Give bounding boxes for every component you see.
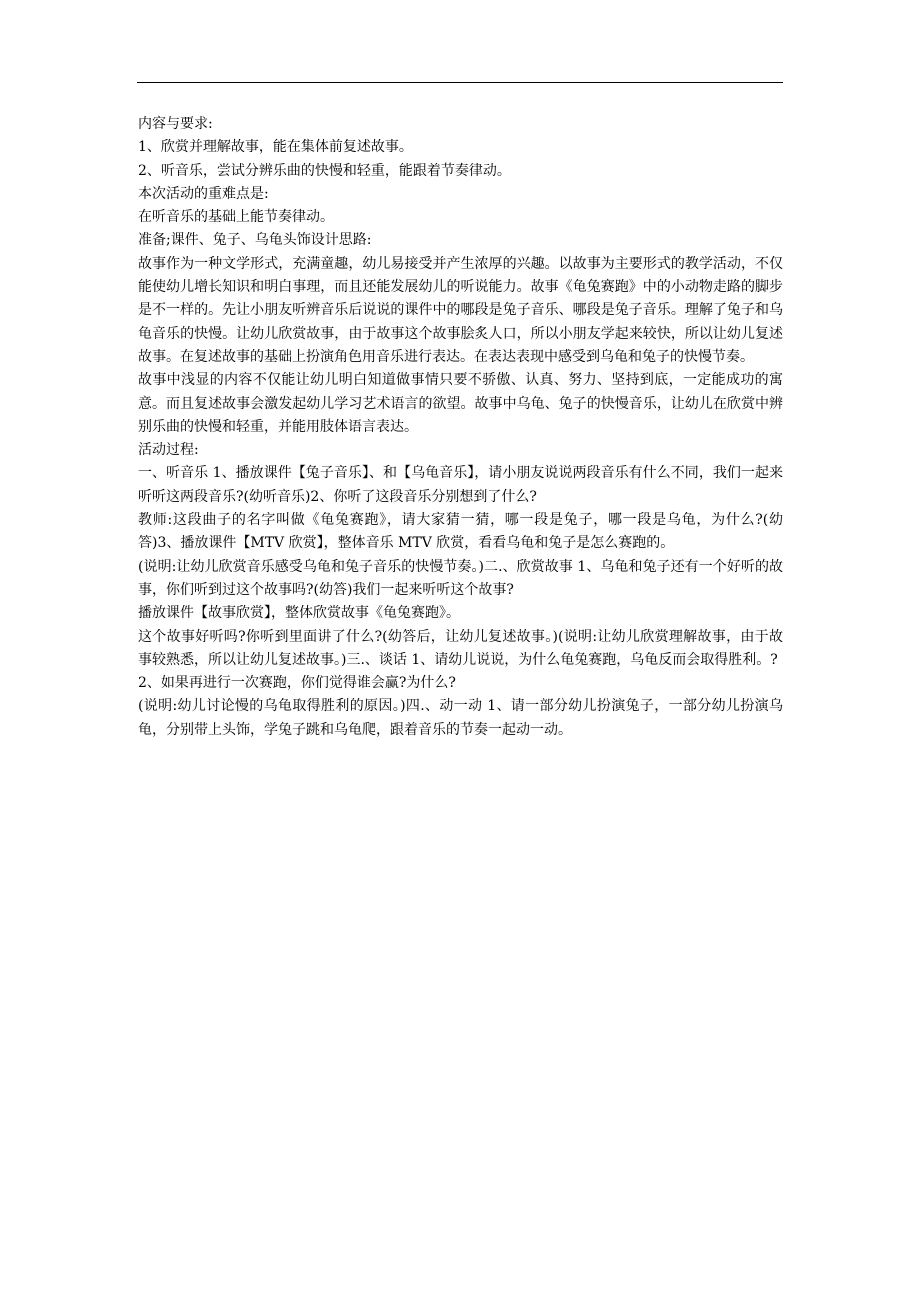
document-body [138,113,783,742]
focus-text: 在听音乐的基础上能节奏律动。 [138,209,334,226]
requirement-item-2: 2、听音乐，尝试分辨乐曲的快慢和轻重，能跟着节奏律动。 [138,162,511,179]
process-step-1: 一、听音乐 1、播放课件【兔子音乐】、和【乌龟音乐】，请小朋友说说两段音乐有什么不同，我们一起来听听这两段音乐?(幼听音乐)2、你听了这段音乐分别想到了什么? [138,465,783,505]
process-step-4: (说明:幼儿讨论慢的乌龟取得胜利的原因。)四.、动一动 1、请一部分幼儿扮演兔子，一部分幼儿扮演乌龟，分别带上头饰，学兔子跳和乌龟爬，跟着音乐的节奏一起动一动。 [138,698,783,738]
process-step-2: (说明:让幼儿欣赏音乐感受乌龟和兔子音乐的快慢节奏。)二.、欣赏故事 1、乌龟和兔子还有一个好听的故事，你们听到过这个故事吗?(幼答)我们一起来听听这个故事? [138,558,783,598]
preparation-text: 准备;课件、兔子、乌龟头饰设计思路: [138,232,372,249]
design-paragraph-2: 故事中浅显的内容不仅能让幼儿明白知道做事情只要不骄傲、认真、努力、坚持到底，一定能成功的寓意。而且复述故事会激发起幼儿学习艺术语言的欲望。故事中乌龟、兔子的快慢音乐，让幼儿在欣赏中辨别乐曲的快慢和轻重，并能用肢体语言表达。 [138,372,783,435]
process-question: 2、如果再进行一次赛跑，你们觉得谁会赢?为什么? [138,675,456,692]
requirement-item-1: 1、欣赏并理解故事，能在集体前复述故事。 [138,139,413,156]
design-paragraph-1: 故事作为一种文学形式，充满童趣，幼儿易接受并产生浓厚的兴趣。以故事为主要形式的教学活动，不仅能使幼儿增长知识和明白事理，而且还能发展幼儿的听说能力。故事《龟兔赛跑》中的小动物走路的脚步是不一样的。先让小朋友听辨音乐后说说的课件中的哪段是兔子音乐、哪段是兔子音乐。理解了兔子和乌龟音乐的快慢。让幼儿欣赏故事，由于故事这个故事脍炙人口，所以小朋友学起来较快，所以让幼儿复述故事。在复述故事的基础上扮演角色用音乐进行表达。在表达表现中感受到乌龟和兔子的快慢节奏。 [138,255,783,365]
process-story-play: 播放课件【故事欣赏】，整体欣赏故事《龟兔赛跑》。 [138,605,460,622]
section-heading-process: 活动过程: [138,442,199,459]
process-teacher-text: 教师:这段曲子的名字叫做《龟兔赛跑》，请大家猜一猜，哪一段是兔子，哪一段是乌龟，为什么?(幼答)3、播放课件【MTV 欣赏】，整体音乐 MTV 欣赏，看看乌龟和兔子是怎么赛跑的。 [138,512,783,552]
section-heading-focus: 本次活动的重难点是: [138,185,269,202]
process-step-3: 这个故事好听吗?你听到里面讲了什么?(幼答后，让幼儿复述故事。)(说明:让幼儿欣赏理解故事，由于故事较熟悉，所以让幼儿复述故事。)三.、谈话 1、请幼儿说说，为什么龟兔赛跑，乌龟反而会取得胜利。? [138,628,783,668]
header-rule [137,82,783,83]
section-heading-content: 内容与要求: [138,116,213,132]
